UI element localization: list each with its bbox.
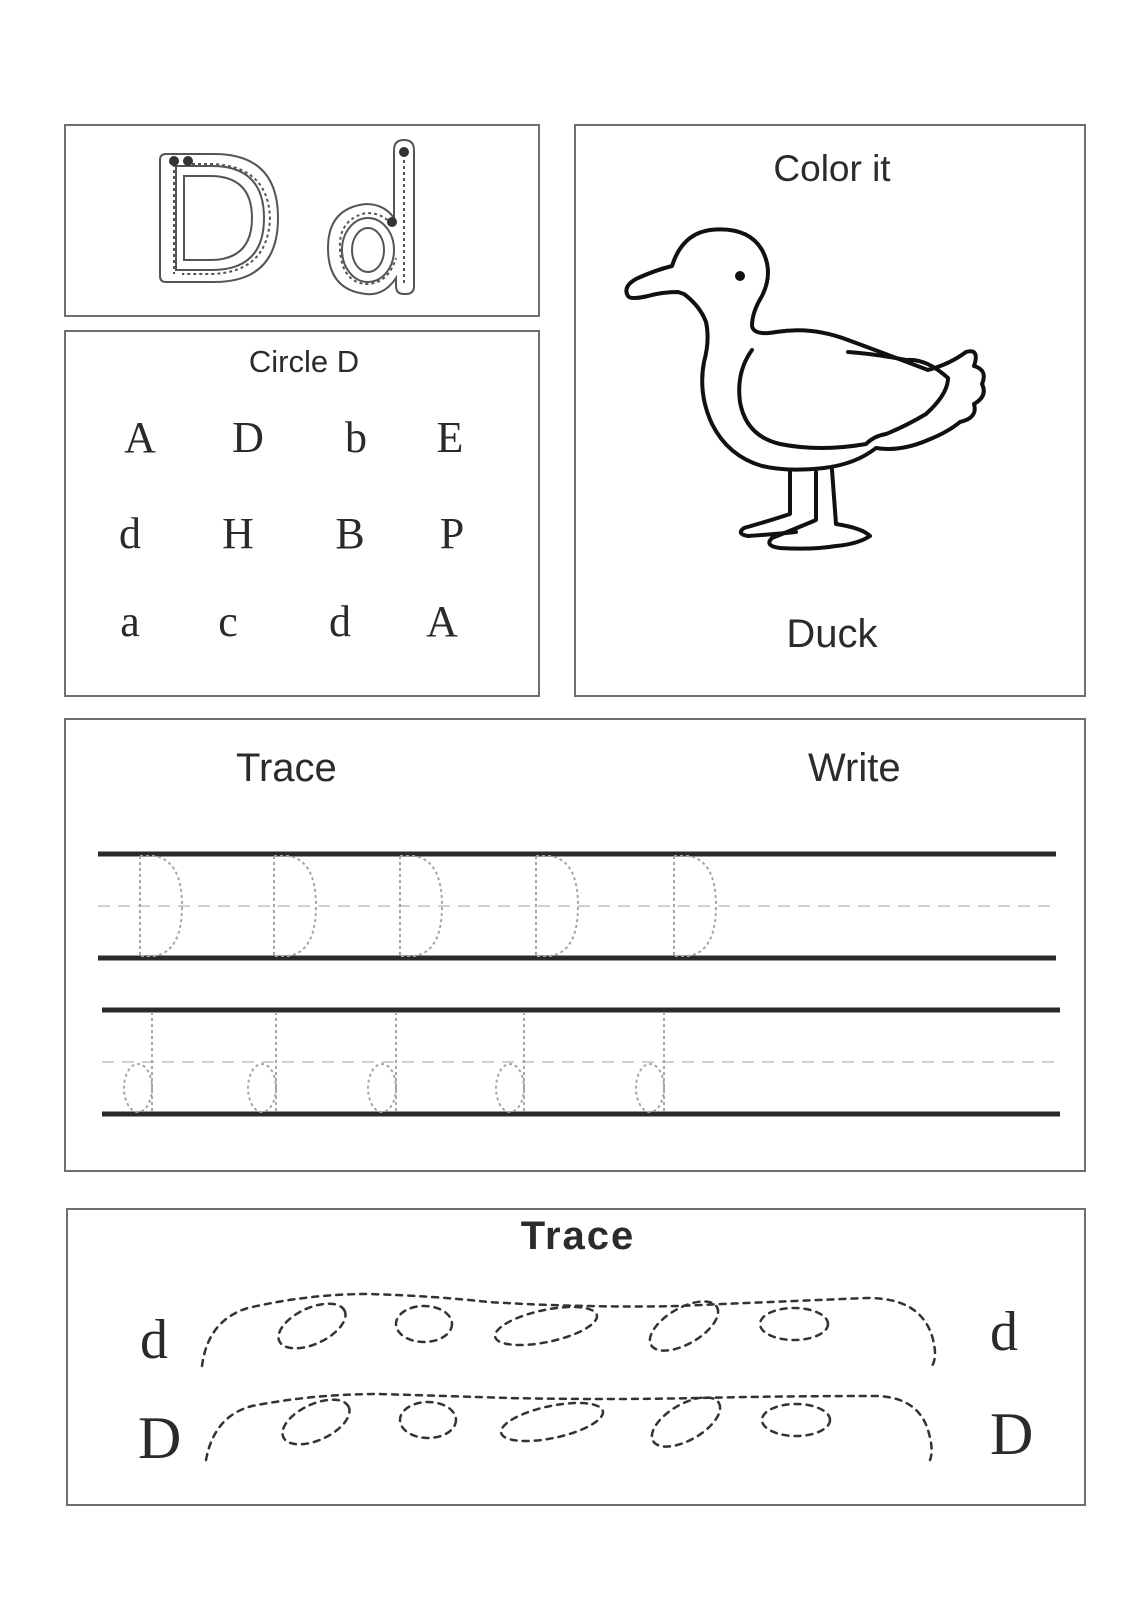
circle-letter-option[interactable]: D xyxy=(232,413,264,462)
loop-trace-paths[interactable] xyxy=(68,1210,1088,1508)
letter-display-box xyxy=(64,124,540,317)
loop-row2-right-letter: D xyxy=(990,1401,1034,1467)
loop-row2-left-letter: D xyxy=(138,1405,182,1471)
circle-letter-option[interactable]: A xyxy=(124,413,156,462)
circle-letter-option[interactable]: d xyxy=(119,509,141,558)
loop-trace-box xyxy=(66,1208,1086,1506)
loop-row1-right-letter: d xyxy=(990,1301,1018,1363)
circle-letter-option[interactable]: E xyxy=(436,413,464,462)
start-dot-icon xyxy=(399,147,409,157)
color-duck-box xyxy=(574,124,1086,697)
letter-display-svg xyxy=(66,126,542,319)
start-dot-icon xyxy=(387,217,397,227)
lowercase-d-outline xyxy=(328,140,414,294)
start-dot-icon xyxy=(183,156,193,166)
loop-trace-title: Trace xyxy=(520,1214,636,1258)
color-section-title: Color it xyxy=(773,148,891,189)
start-dot-icon xyxy=(169,156,179,166)
circle-section-title: Circle D xyxy=(248,344,360,379)
circle-letter-option[interactable]: c xyxy=(218,597,238,646)
circle-letter-option[interactable]: P xyxy=(439,509,465,558)
handwriting-lines[interactable] xyxy=(66,720,1088,1174)
circle-letter-option[interactable]: d xyxy=(329,597,351,646)
write-label: Write xyxy=(808,746,901,790)
circle-letter-option[interactable]: b xyxy=(345,413,367,462)
circle-letter-option[interactable]: H xyxy=(222,509,254,558)
circle-letter-option[interactable]: a xyxy=(120,597,140,646)
loop-row1-left-letter: d xyxy=(140,1309,168,1371)
circle-letter-option[interactable]: A xyxy=(426,597,458,646)
circle-letter-option[interactable]: B xyxy=(335,509,365,558)
trace-label: Trace xyxy=(236,746,337,790)
duck-caption: Duck xyxy=(786,612,878,656)
circle-letter-box xyxy=(64,330,540,697)
trace-write-box xyxy=(64,718,1086,1172)
uppercase-d-outline xyxy=(160,154,278,282)
